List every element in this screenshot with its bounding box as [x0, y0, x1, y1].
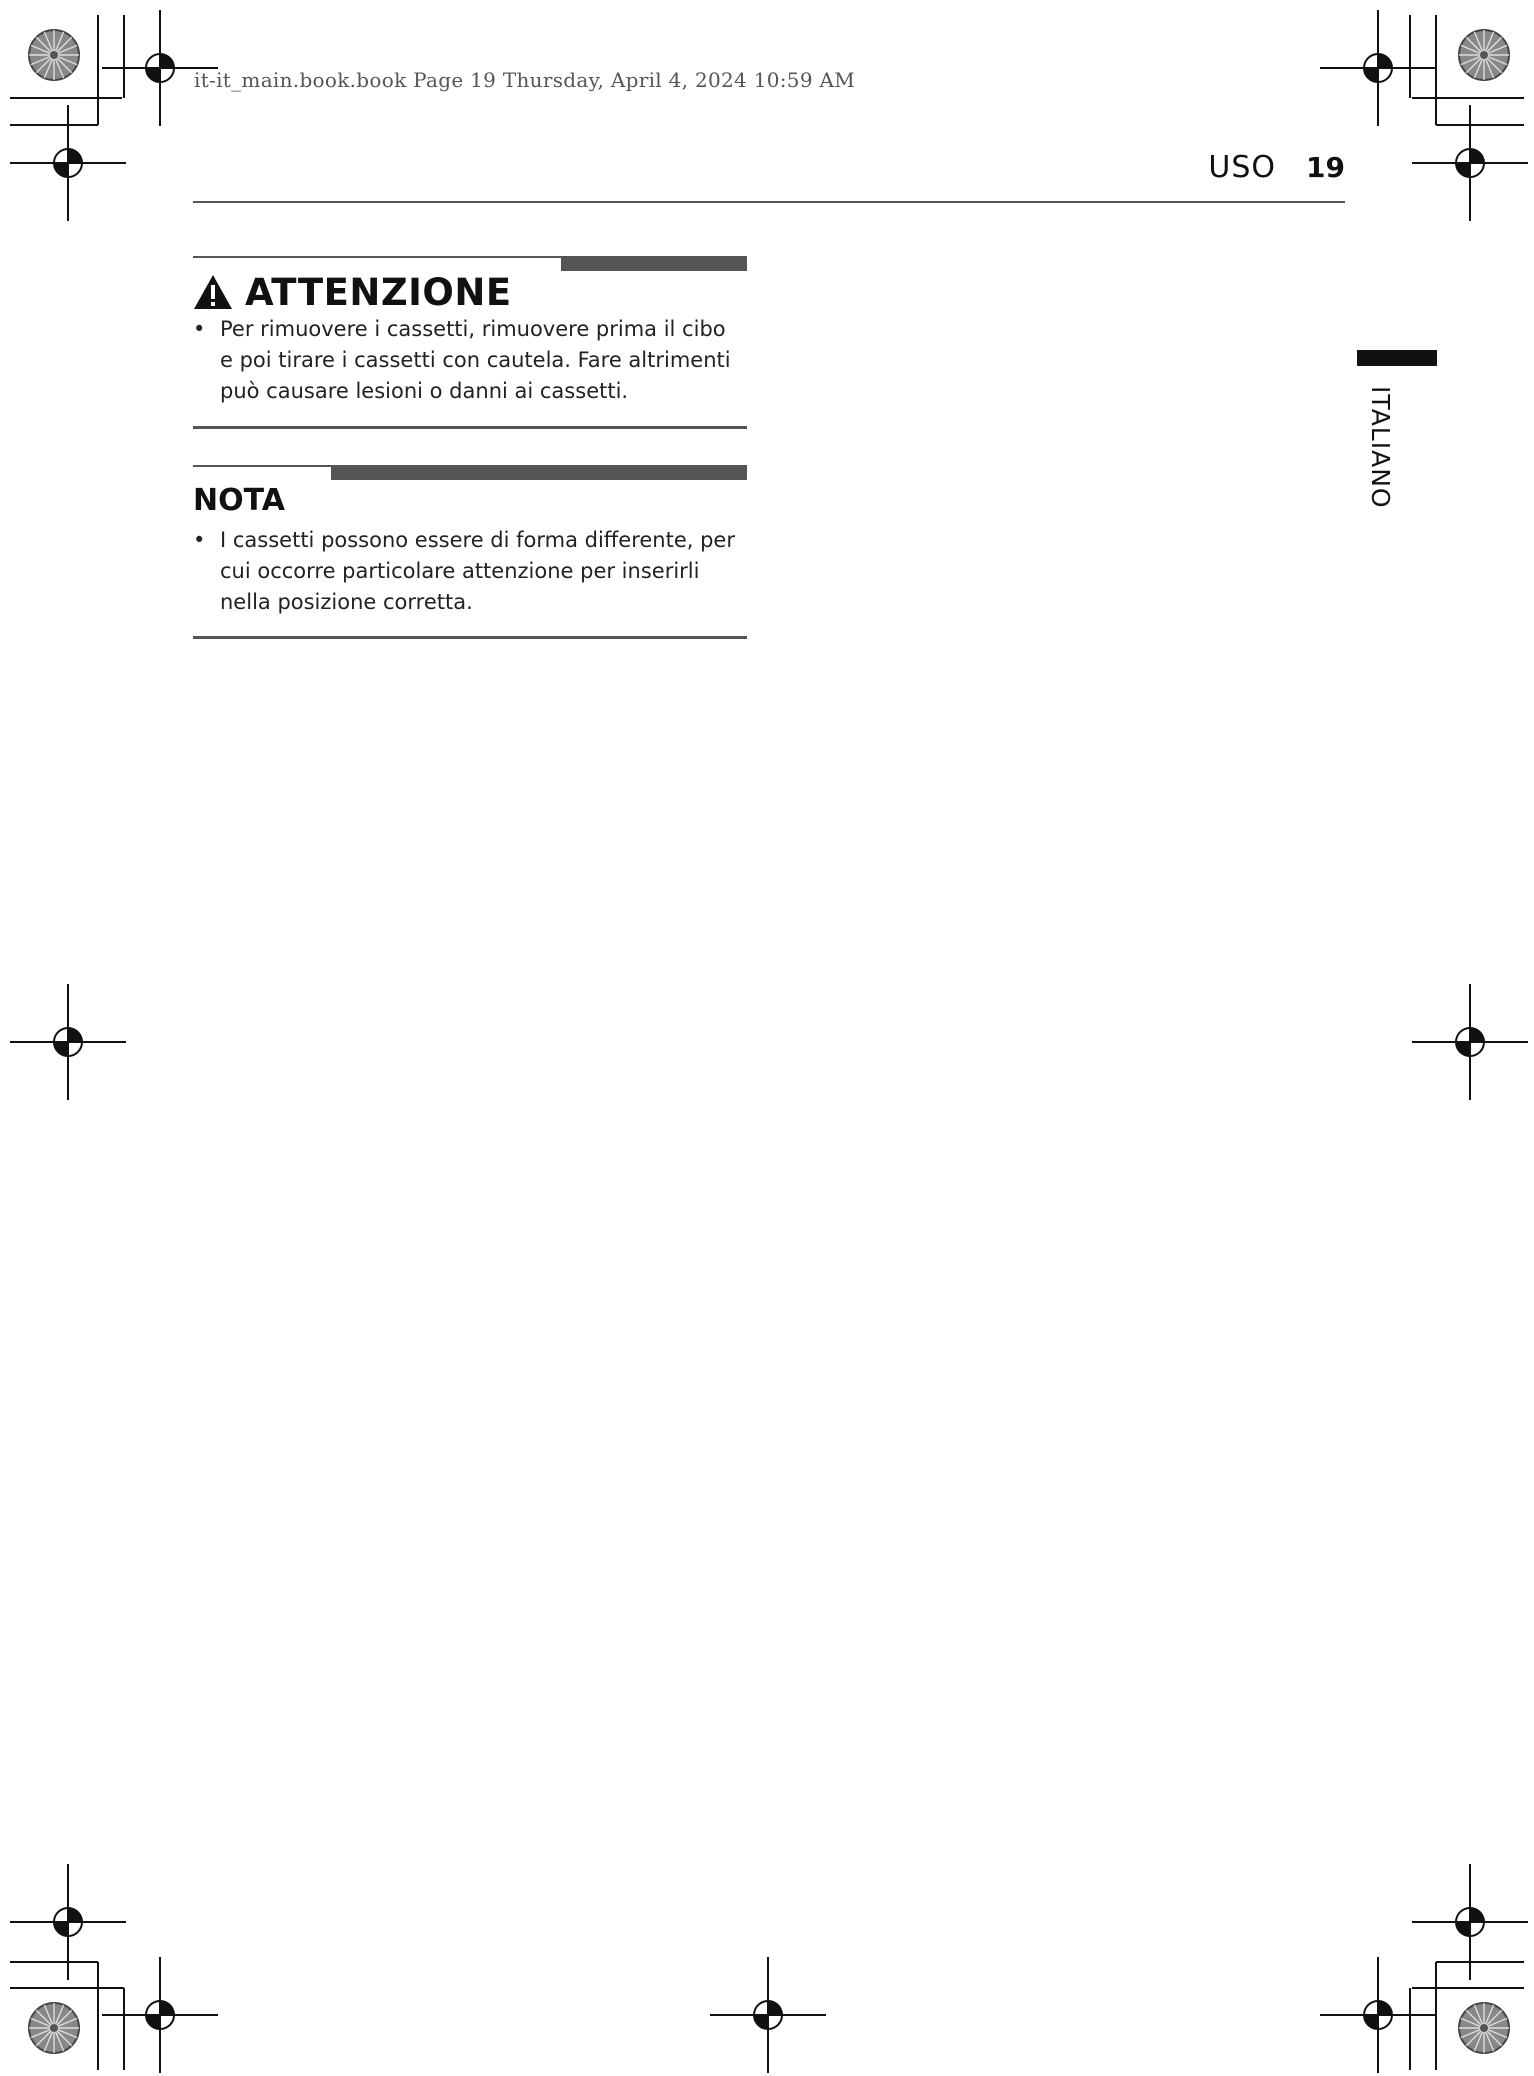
page-number: 19 — [1306, 151, 1345, 184]
bullet-dot: • — [193, 317, 206, 341]
note-bullet — [193, 525, 753, 618]
language-tab — [1366, 386, 1406, 526]
note-line-2: cui occorre particolare attenzione per inserirli — [220, 559, 700, 583]
registration-mark-top-right — [1320, 10, 1436, 126]
note-bottom-rule — [193, 636, 747, 639]
registration-mark-left-top — [10, 105, 126, 221]
running-header — [1208, 150, 1345, 190]
section-name: USO — [1208, 150, 1277, 185]
bullet-dot: • — [193, 528, 206, 552]
registration-mark-bottom-left — [102, 1957, 218, 2073]
caution-line-3: può causare lesioni o danni ai cassetti. — [220, 379, 629, 403]
registration-mark-right-middle — [1412, 984, 1528, 1100]
caution-bullet — [193, 314, 753, 407]
registration-mark-bottom-right — [1320, 1957, 1436, 2073]
color-target-bottom-right — [1459, 2003, 1509, 2053]
caution-title: ATTENZIONE — [245, 270, 512, 314]
note-line-1: I cassetti possono essere di forma differente, per — [220, 528, 735, 552]
print-slug: it-it_main.book.book Page 19 Thursday, April 4, 2024 10:59 AM — [194, 68, 856, 92]
language-tab-label: ITALIANO — [1366, 386, 1395, 509]
note-top-bar — [331, 465, 747, 480]
language-tab-bar — [1357, 350, 1437, 366]
color-target-top-left — [29, 30, 79, 80]
color-target-bottom-left — [29, 2003, 79, 2053]
caution-line-2: e poi tirare i cassetti con cautela. Fare altrimenti — [220, 348, 731, 372]
note-box — [193, 465, 747, 640]
caution-bottom-rule — [193, 426, 747, 429]
note-line-3: nella posizione corretta. — [220, 590, 473, 614]
color-target-top-right — [1459, 30, 1509, 80]
caution-box — [193, 256, 747, 431]
caution-heading — [193, 270, 512, 314]
caution-line-1: Per rimuovere i cassetti, rimuovere prima il cibo — [220, 317, 726, 341]
caution-top-bar — [561, 256, 747, 271]
registration-mark-bottom-center — [710, 1957, 826, 2073]
note-title: NOTA — [193, 483, 285, 518]
registration-mark-right-top — [1412, 105, 1528, 221]
warning-triangle-icon — [193, 274, 233, 310]
registration-mark-left-middle — [10, 984, 126, 1100]
header-rule — [193, 201, 1345, 203]
